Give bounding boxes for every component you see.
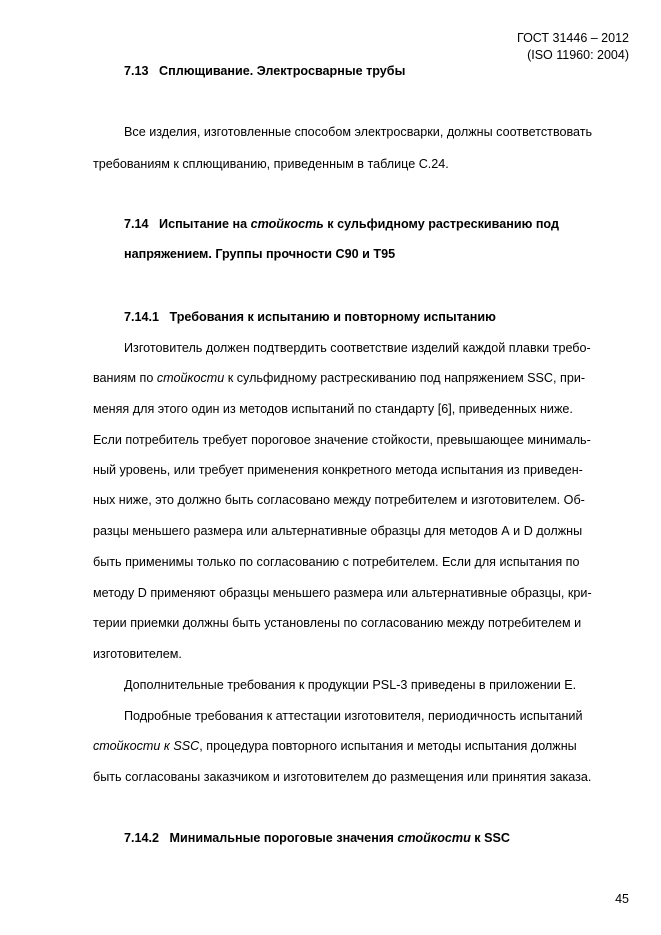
paragraph-line: Подробные требования к аттестации изготовителя, периодичность испытаний <box>124 709 583 723</box>
section-title: Требования к испытанию и повторному испытанию <box>169 310 496 324</box>
paragraph-line: Изготовитель должен подтвердить соответствие изделий каждой плавки требо- <box>124 341 591 355</box>
section-title-part: Минимальные пороговые значения <box>169 831 398 845</box>
section-title-emphasis: стойкости <box>397 831 471 845</box>
section-number: 7.13 <box>124 64 149 78</box>
paragraph-line <box>93 738 577 754</box>
section-number: 7.14.2 <box>124 831 160 845</box>
section-7-14-2-heading <box>124 830 510 846</box>
document-iso-reference: (ISO 11960: 2004) <box>527 48 629 62</box>
paragraph-line: ный уровень, или требует применения конкретного метода испытания из приведен- <box>93 463 583 477</box>
section-title-part: Испытание на <box>159 217 251 231</box>
paragraph-line: разцы меньшего размера или альтернативные образцы для методов А и D должны <box>93 524 583 538</box>
paragraph-line: меняя для этого один из методов испытаний по стандарту [6], приведенных ниже. <box>93 402 573 416</box>
paragraph-line: Если потребитель требует пороговое значение стойкости, превышающее минималь- <box>93 433 591 447</box>
section-title-line2: напряжением. Группы прочности С90 и Т95 <box>124 247 396 261</box>
section-title-emphasis: стойкость <box>250 217 324 231</box>
paragraph-line: Дополнительные требования к продукции PSL-3 приведены в приложении Е. <box>124 678 577 692</box>
text-emphasis: стойкости <box>156 371 225 385</box>
paragraph-line: требованиям к сплющиванию, приведенным в таблице С.24. <box>93 157 449 171</box>
paragraph-line <box>93 370 585 386</box>
section-title-part: к SSC <box>470 831 510 845</box>
document-standard-code: ГОСТ 31446 – 2012 <box>517 31 629 45</box>
section-title-part: к сульфидному растрескиванию под <box>323 217 559 231</box>
text-emphasis: стойкости к SSC <box>93 739 200 753</box>
section-7-14-1-heading <box>124 309 496 325</box>
text-part: ваниям по <box>93 371 157 385</box>
text-part: , процедура повторного испытания и методы испытания должны <box>199 739 577 753</box>
paragraph-line: быть согласованы заказчиком и изготовителем до размещения или принятия заказа. <box>93 770 592 784</box>
page-number: 45 <box>615 892 629 906</box>
section-title: Сплющивание. Электросварные трубы <box>159 64 406 78</box>
text-part: к сульфидному растрескиванию под напряжением SSC, при- <box>224 371 586 385</box>
paragraph-line: терии приемки должны быть установлены по согласованию между потребителем и <box>93 616 582 630</box>
paragraph-line: методу D применяют образцы меньшего размера или альтернативные образцы, кри- <box>93 586 592 600</box>
paragraph-line: быть применимы только по согласованию с потребителем. Если для испытания по <box>93 555 580 569</box>
section-number: 7.14.1 <box>124 310 160 324</box>
paragraph-line: изготовителем. <box>93 647 182 661</box>
section-number: 7.14 <box>124 217 149 231</box>
section-7-14-heading <box>124 216 559 232</box>
paragraph-line: Все изделия, изготовленные способом электросварки, должны соответствовать <box>124 125 593 139</box>
section-7-13-heading <box>124 63 405 79</box>
paragraph-line: ных ниже, это должно быть согласовано между потребителем и изготовителем. Об- <box>93 493 585 507</box>
